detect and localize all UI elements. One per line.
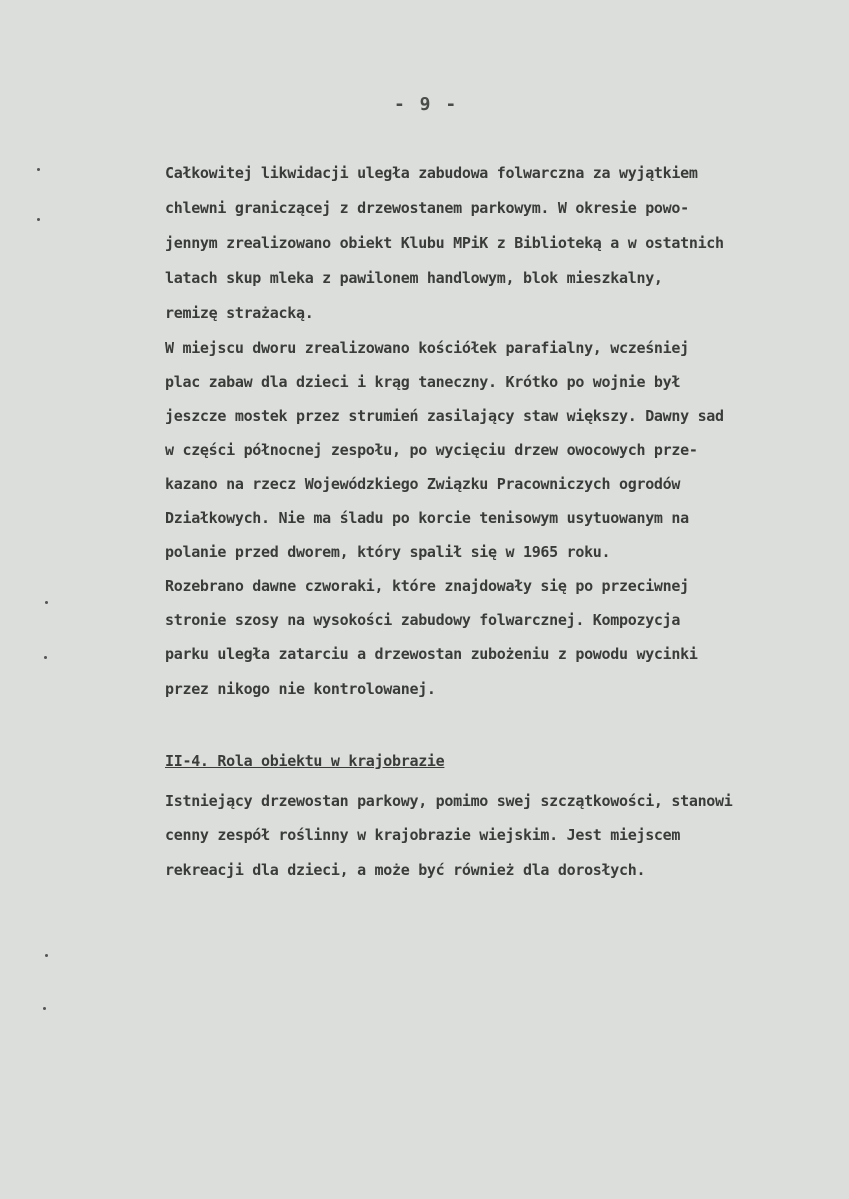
text-line: parku uległa zatarciu a drzewostan zubożeniu z powodu wycinki (165, 645, 698, 663)
margin-punch-mark (43, 1007, 46, 1010)
text-line: plac zabaw dla dzieci i krąg taneczny. Krótko po wojnie był (165, 373, 681, 391)
margin-punch-mark (37, 218, 40, 221)
text-line: kazano na rzecz Wojewódzkiego Związku Pracowniczych ogrodów (165, 475, 681, 493)
text-line: w części północnej zespołu, po wycięciu drzew owocowych prze- (165, 441, 698, 459)
margin-punch-mark (45, 601, 48, 604)
text-line: Rozebrano dawne czworaki, które znajdowały się po przeciwnej (165, 577, 689, 595)
margin-punch-mark (37, 168, 40, 171)
text-line: jeszcze mostek przez strumień zasilający staw większy. Dawny sad (165, 407, 724, 425)
text-line: chlewni graniczącej z drzewostanem parkowym. W okresie powo- (165, 199, 689, 217)
text-line: Całkowitej likwidacji uległa zabudowa folwarczna za wyjątkiem (165, 164, 698, 182)
margin-punch-mark (44, 656, 47, 659)
text-line: cenny zespół roślinny w krajobrazie wiejskim. Jest miejscem (165, 826, 681, 844)
section-heading: II-4. Rola obiektu w krajobrazie (165, 752, 445, 770)
text-line: przez nikogo nie kontrolowanej. (165, 680, 436, 698)
text-line: W miejscu dworu zrealizowano kościółek parafialny, wcześniej (165, 339, 689, 357)
text-line: polanie przed dworem, który spalił się w 1965 roku. (165, 543, 611, 561)
text-line: Istniejący drzewostan parkowy, pomimo swej szczątkowości, stanowi (165, 792, 733, 810)
text-line: latach skup mleka z pawilonem handlowym, blok mieszkalny, (165, 269, 663, 287)
text-line: stronie szosy na wysokości zabudowy folwarcznej. Kompozycja (165, 611, 681, 629)
text-line: jennym zrealizowano obiekt Klubu MPiK z Biblioteką a w ostatnich (165, 234, 724, 252)
page-number: - 9 - (394, 94, 459, 115)
text-line: remizę strażacką. (165, 304, 314, 322)
text-line: Działkowych. Nie ma śladu po korcie tenisowym usytuowanym na (165, 509, 689, 527)
text-line: rekreacji dla dzieci, a może być również dla dorosłych. (165, 861, 646, 879)
margin-punch-mark (45, 954, 48, 957)
